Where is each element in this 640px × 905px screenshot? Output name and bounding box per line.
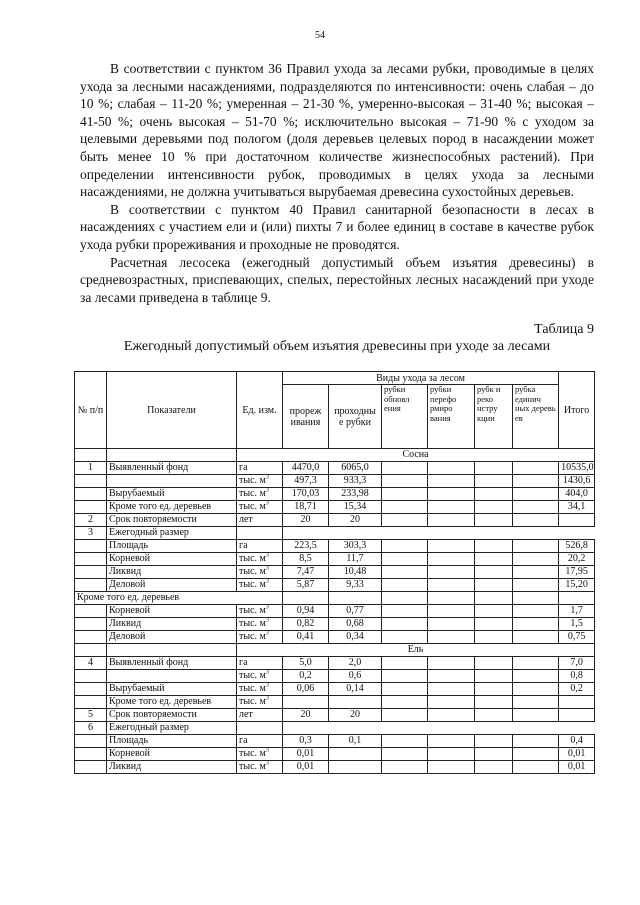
value-cell: 6065,0 [329, 462, 382, 475]
row-num [75, 631, 107, 644]
value-cell: 0,82 [283, 618, 329, 631]
value-cell: 10,48 [329, 566, 382, 579]
value-cell [382, 618, 428, 631]
table-caption: Ежегодный допустимый объем изъятия древесины при уходе за лесами [123, 339, 551, 354]
value-cell [513, 709, 559, 722]
value-cell [475, 605, 513, 618]
value-cell [428, 631, 475, 644]
unit-text: тыс. м [239, 566, 266, 577]
unit-superscript: 3 [265, 630, 269, 637]
total-cell: 1430,6 [559, 475, 595, 488]
header-type: рубка единич ных деревь ев [513, 385, 559, 449]
value-cell: 0,14 [329, 683, 382, 696]
table-row [75, 592, 595, 605]
row-label: Корневой [107, 605, 237, 618]
table-row [75, 488, 595, 501]
table-label: Таблица 9 [534, 322, 594, 337]
row-label: Площадь [107, 540, 237, 553]
value-cell [475, 501, 513, 514]
row-unit [237, 709, 283, 722]
value-cell: 15,34 [329, 501, 382, 514]
table-row [75, 553, 595, 566]
total-cell: 7,0 [559, 657, 595, 670]
table-row [75, 748, 595, 761]
value-cell: 7,47 [283, 566, 329, 579]
value-cell [428, 462, 475, 475]
row-unit [237, 748, 283, 761]
row-unit [237, 735, 283, 748]
row-label: Деловой [107, 631, 237, 644]
value-cell: 2,0 [329, 657, 382, 670]
value-cell [428, 553, 475, 566]
value-cell [428, 670, 475, 683]
row-unit [237, 657, 283, 670]
row-unit [237, 514, 283, 527]
table-row [75, 761, 595, 774]
unit-superscript: 3 [265, 617, 269, 624]
value-cell [428, 501, 475, 514]
value-cell [513, 683, 559, 696]
value-cell [428, 696, 475, 709]
value-cell [513, 618, 559, 631]
header-num: № п/п [75, 372, 107, 449]
unit-text: лет [239, 514, 253, 525]
unit-text: тыс. м [239, 761, 266, 772]
row-label [107, 670, 237, 683]
row-label: Выявленный фонд [107, 657, 237, 670]
paragraph: В соответствии с пунктом 36 Правил ухода за лесами рубки, проводимые в целях ухода за лесными насаждениями, подразделяются по интенсивности: очень слабая – до 10 %; слабая – 11-20 %; умеренная – 21-30 %, умеренно-высокая – 31-40 %; высокая – 41-50 %; очень высокая – 51-70 %; исключительно высокая – 71-90 % с уходом за целевыми деревьями под пологом (доля деревьев целевых пород в насаждении может быть менее 10 % при достаточном количестве жизнеспособных растений). При определении интенсивности рубок, проводимых в целях ухода за лесными насаждениями, не должна учитываться вырубаемая древесина сухостойных деревьев. [80, 61, 594, 200]
value-cell [513, 488, 559, 501]
value-cell [513, 566, 559, 579]
table-row [75, 735, 595, 748]
value-cell [475, 488, 513, 501]
value-cell [382, 475, 428, 488]
table-row [75, 709, 595, 722]
value-cell [382, 540, 428, 553]
total-cell: 0,4 [559, 735, 595, 748]
value-cell [513, 553, 559, 566]
header-group: Виды ухода за лесом [283, 372, 559, 385]
total-cell: 1,7 [559, 605, 595, 618]
value-cell: 0,06 [283, 683, 329, 696]
unit-text: тыс. м [239, 475, 266, 486]
value-cell [475, 683, 513, 696]
value-cell: 4470,0 [283, 462, 329, 475]
row-num: 5 [75, 709, 107, 722]
value-cell [475, 618, 513, 631]
value-cell: 223,5 [283, 540, 329, 553]
value-cell [475, 670, 513, 683]
value-cell [475, 748, 513, 761]
row-num [75, 553, 107, 566]
value-cell [475, 475, 513, 488]
table-row [75, 618, 595, 631]
row-unit [237, 683, 283, 696]
value-cell [513, 540, 559, 553]
section-row [75, 644, 595, 657]
table-row [75, 475, 595, 488]
row-label: Срок повторяемости [107, 709, 237, 722]
value-cell: 0,1 [329, 735, 382, 748]
value-cell [475, 709, 513, 722]
value-cell [475, 566, 513, 579]
unit-superscript: 3 [265, 604, 269, 611]
value-cell [513, 514, 559, 527]
row-label: Ликвид [107, 618, 237, 631]
row-num [75, 475, 107, 488]
unit-superscript: 3 [265, 552, 269, 559]
row-label: Кроме того ед. деревьев [107, 696, 237, 709]
table-row [75, 527, 595, 540]
value-cell: 0,68 [329, 618, 382, 631]
value-cell [382, 683, 428, 696]
value-cell [428, 735, 475, 748]
value-cell [475, 540, 513, 553]
unit-superscript: 3 [265, 578, 269, 585]
value-cell: 0,2 [283, 670, 329, 683]
value-cell [428, 566, 475, 579]
unit-text: тыс. м [239, 683, 266, 694]
value-cell [513, 605, 559, 618]
value-cell: 20 [283, 709, 329, 722]
value-cell [475, 514, 513, 527]
value-cell [475, 657, 513, 670]
value-cell: 0,77 [329, 605, 382, 618]
value-cell [475, 579, 513, 592]
value-cell [283, 696, 329, 709]
row-num: 4 [75, 657, 107, 670]
row-unit [237, 761, 283, 774]
total-cell [559, 709, 595, 722]
row-num [75, 735, 107, 748]
value-cell [513, 748, 559, 761]
table-row [75, 514, 595, 527]
value-cell [513, 670, 559, 683]
total-cell: 20,2 [559, 553, 595, 566]
row-label: Вырубаемый [107, 488, 237, 501]
unit-text: тыс. м [239, 670, 266, 681]
value-cell [428, 709, 475, 722]
row-label: Вырубаемый [107, 683, 237, 696]
row-label: Ежегодный размер [107, 722, 237, 735]
row-num [75, 488, 107, 501]
header-total: Итого [559, 372, 595, 449]
unit-superscript: 3 [265, 500, 269, 507]
unit-text: тыс. м [239, 618, 266, 629]
value-cell [382, 566, 428, 579]
value-cell [428, 579, 475, 592]
value-cell [382, 631, 428, 644]
table-row [75, 631, 595, 644]
row-label: Корневой [107, 553, 237, 566]
row-label: Кроме того ед. деревьев [107, 501, 237, 514]
value-cell [382, 761, 428, 774]
row-num [75, 605, 107, 618]
header-type: рубки перефо рмиро вания [428, 385, 475, 449]
value-cell [513, 696, 559, 709]
value-cell: 233,98 [329, 488, 382, 501]
table-row [75, 683, 595, 696]
value-cell: 11,7 [329, 553, 382, 566]
row-unit [237, 501, 283, 514]
value-cell [513, 501, 559, 514]
total-cell: 17,95 [559, 566, 595, 579]
row-label: Ликвид [107, 761, 237, 774]
row-num [75, 618, 107, 631]
table-row [75, 722, 595, 735]
table-header [75, 372, 595, 449]
total-cell [559, 514, 595, 527]
row-unit [237, 722, 283, 735]
unit-superscript: 3 [265, 565, 269, 572]
value-cell: 0,3 [283, 735, 329, 748]
value-cell [382, 709, 428, 722]
value-cell [382, 579, 428, 592]
value-cell [513, 735, 559, 748]
total-cell: 15,20 [559, 579, 595, 592]
value-cell [513, 579, 559, 592]
data-table [74, 371, 595, 774]
row-unit [237, 566, 283, 579]
value-cell [475, 696, 513, 709]
section-name: Сосна [237, 449, 595, 462]
value-cell [382, 657, 428, 670]
header-type: проходны е рубки [329, 385, 382, 449]
value-cell [428, 761, 475, 774]
unit-text: тыс. м [239, 488, 266, 499]
row-unit [237, 488, 283, 501]
value-cell [382, 605, 428, 618]
header-type: рубки обновл ения [382, 385, 428, 449]
value-cell [513, 462, 559, 475]
row-num [75, 501, 107, 514]
total-cell: 0,75 [559, 631, 595, 644]
value-cell [382, 735, 428, 748]
unit-text: лет [239, 709, 253, 720]
value-cell: 8,5 [283, 553, 329, 566]
value-cell [382, 670, 428, 683]
value-cell [475, 631, 513, 644]
table-body [75, 449, 595, 774]
value-cell [382, 514, 428, 527]
value-cell [428, 605, 475, 618]
row-label: Корневой [107, 748, 237, 761]
row-label: Деловой [107, 579, 237, 592]
value-cell [382, 501, 428, 514]
value-cell [475, 735, 513, 748]
value-cell: 18,71 [283, 501, 329, 514]
section-name: Ель [237, 644, 595, 657]
value-cell: 0,01 [283, 748, 329, 761]
row-num: 2 [75, 514, 107, 527]
row-label: Ежегодный размер [107, 527, 237, 540]
table-row [75, 579, 595, 592]
total-cell: 0,8 [559, 670, 595, 683]
row-label: Ликвид [107, 566, 237, 579]
row-label: Площадь [107, 735, 237, 748]
value-cell [475, 761, 513, 774]
row-unit [237, 540, 283, 553]
unit-text: тыс. м [239, 553, 266, 564]
table-row [75, 696, 595, 709]
value-cell [382, 462, 428, 475]
value-cell: 933,3 [329, 475, 382, 488]
value-cell [382, 553, 428, 566]
row-unit [237, 553, 283, 566]
header-indicators: Показатели [107, 372, 237, 449]
row-num: 3 [75, 527, 107, 540]
table-row [75, 605, 595, 618]
row-num: 1 [75, 462, 107, 475]
value-cell [428, 657, 475, 670]
value-cell [475, 462, 513, 475]
value-cell: 9,33 [329, 579, 382, 592]
unit-text: га [239, 462, 248, 473]
total-cell: 1,5 [559, 618, 595, 631]
value-cell: 170,03 [283, 488, 329, 501]
value-cell: 20 [283, 514, 329, 527]
unit-superscript: 3 [265, 669, 269, 676]
row-unit [237, 618, 283, 631]
value-cell: 20 [329, 514, 382, 527]
unit-text: га [239, 735, 248, 746]
paragraph: В соответствии с пунктом 40 Правил санитарной безопасности в лесах в насаждениях с участием ели и (или) пихты 7 и более единиц в составе в качестве рубок ухода рубки прореживания и проходные не проводятся. [80, 201, 594, 252]
unit-text: тыс. м [239, 696, 266, 707]
row-unit [237, 696, 283, 709]
value-cell [329, 696, 382, 709]
row-unit [237, 670, 283, 683]
value-cell [475, 553, 513, 566]
row-num [75, 540, 107, 553]
value-cell: 0,34 [329, 631, 382, 644]
table-row [75, 566, 595, 579]
value-cell [329, 761, 382, 774]
header-unit: Ед. изм. [237, 372, 283, 449]
value-cell [513, 475, 559, 488]
row-unit [237, 579, 283, 592]
total-cell: 404,0 [559, 488, 595, 501]
unit-text: тыс. м [239, 748, 266, 759]
table-row [75, 540, 595, 553]
total-cell [559, 696, 595, 709]
row-num [75, 683, 107, 696]
row-unit [237, 605, 283, 618]
value-cell [428, 618, 475, 631]
row-unit [237, 462, 283, 475]
unit-text: га [239, 540, 248, 551]
value-cell [513, 657, 559, 670]
row-label: Выявленный фонд [107, 462, 237, 475]
unit-text: тыс. м [239, 501, 266, 512]
unit-text: га [239, 657, 248, 668]
value-cell: 497,3 [283, 475, 329, 488]
row-num [75, 566, 107, 579]
page-number: 54 [315, 30, 325, 41]
unit-superscript: 3 [265, 682, 269, 689]
total-cell: 526,8 [559, 540, 595, 553]
value-cell [513, 761, 559, 774]
value-cell [382, 488, 428, 501]
total-cell: 10535,0 [559, 462, 595, 475]
value-cell: 20 [329, 709, 382, 722]
value-cell: 0,6 [329, 670, 382, 683]
total-cell: 0,01 [559, 748, 595, 761]
value-cell [428, 683, 475, 696]
table-row [75, 657, 595, 670]
unit-superscript: 3 [265, 487, 269, 494]
body-text [80, 60, 594, 306]
row-num [75, 579, 107, 592]
table-row [75, 462, 595, 475]
row-num [75, 670, 107, 683]
row-num [75, 696, 107, 709]
value-cell: 5,0 [283, 657, 329, 670]
value-cell: 303,3 [329, 540, 382, 553]
value-cell: 0,94 [283, 605, 329, 618]
row-unit [237, 631, 283, 644]
value-cell: 5,87 [283, 579, 329, 592]
row-label [107, 475, 237, 488]
paragraph: Расчетная лесосека (ежегодный допустимый объем изъятия древесины) в средневозрастных, приспевающих, спелых, перестойных лесных насаждений при уходе за лесами приведена в таблице 9. [80, 254, 594, 305]
row-num: 6 [75, 722, 107, 735]
row-num [75, 748, 107, 761]
total-cell: 34,1 [559, 501, 595, 514]
value-cell [382, 696, 428, 709]
unit-superscript: 3 [265, 747, 269, 754]
row-label: Кроме того ед. деревьев [75, 592, 283, 605]
value-cell: 0,41 [283, 631, 329, 644]
total-cell: 0,2 [559, 683, 595, 696]
total-cell: 0,01 [559, 761, 595, 774]
row-unit [237, 475, 283, 488]
value-cell [428, 514, 475, 527]
unit-text: тыс. м [239, 631, 266, 642]
section-row [75, 449, 595, 462]
table-row [75, 670, 595, 683]
value-cell [428, 488, 475, 501]
row-unit [237, 527, 283, 540]
value-cell [428, 475, 475, 488]
unit-superscript: 3 [265, 760, 269, 767]
value-cell [329, 748, 382, 761]
row-num [75, 761, 107, 774]
unit-text: тыс. м [239, 605, 266, 616]
header-type: прореж ивания [283, 385, 329, 449]
unit-superscript: 3 [265, 474, 269, 481]
value-cell [382, 748, 428, 761]
value-cell [428, 748, 475, 761]
row-label: Срок повторяемости [107, 514, 237, 527]
value-cell [428, 540, 475, 553]
table-row [75, 501, 595, 514]
unit-superscript: 3 [265, 695, 269, 702]
header-type: рубк и реко нстру кции [475, 385, 513, 449]
value-cell: 0,01 [283, 761, 329, 774]
unit-text: тыс. м [239, 579, 266, 590]
value-cell [513, 631, 559, 644]
